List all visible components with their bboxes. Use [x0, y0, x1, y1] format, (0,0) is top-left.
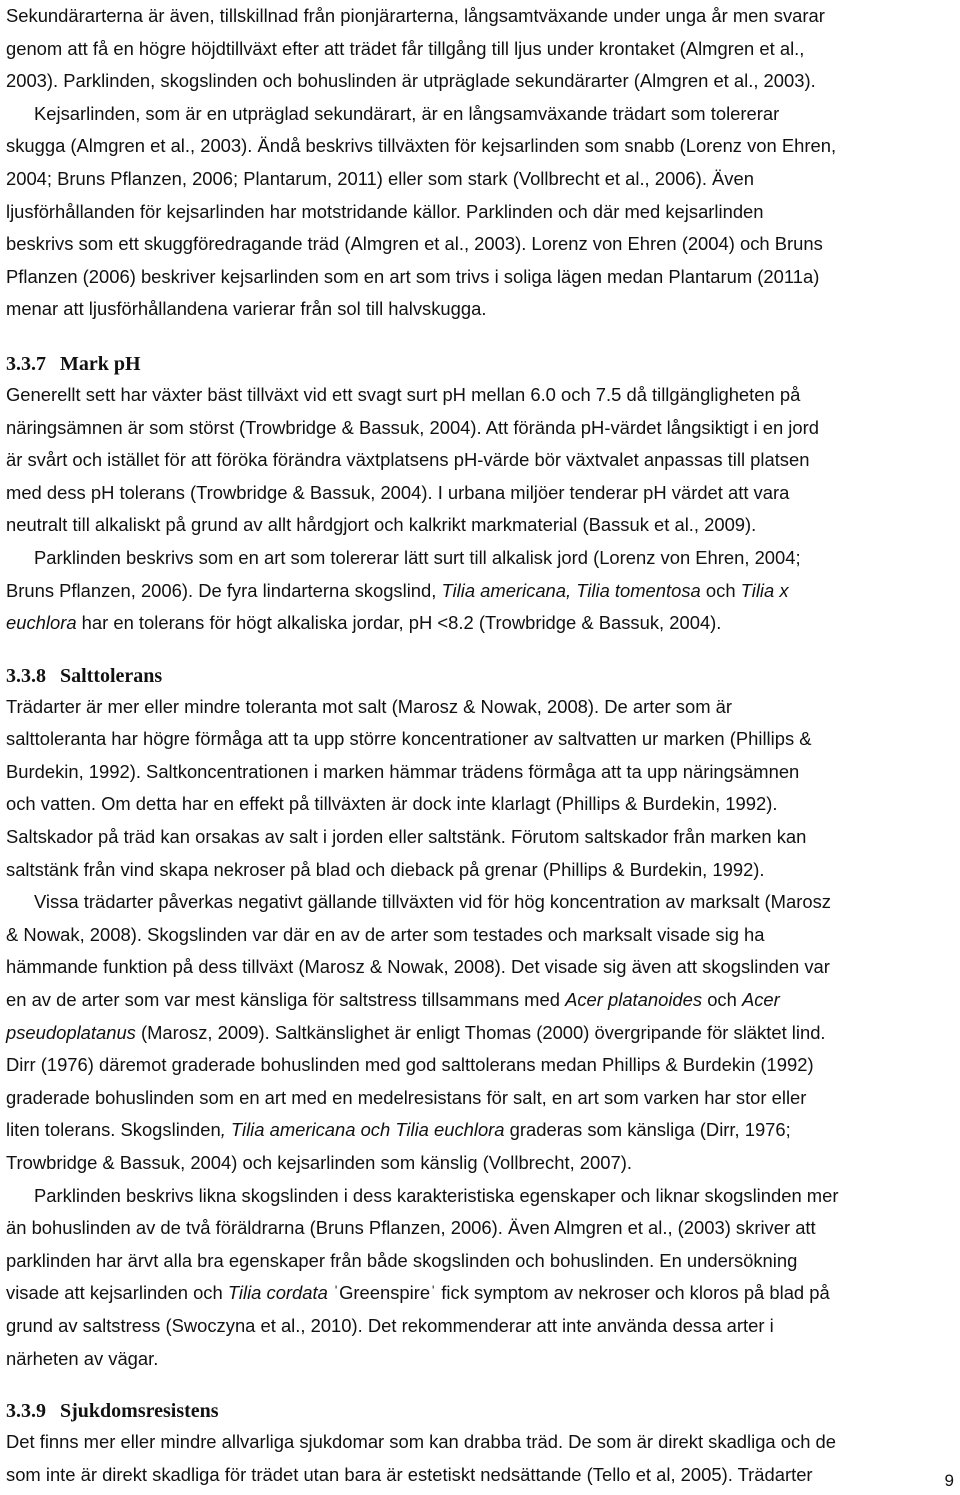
paragraph-kejsarlinden-ljus: Kejsarlinden, som är en utpräglad sekundärart, är en långsamväxande trädart som tolererar skugga (Almgren et al., 2003). Ändå beskrivs tillväxten för kejsarlinden som snabb (Lorenz von Ehren, 2004; Bruns Pflanzen, 2006; Plantarum, 2011) eller som stark (Vollbrecht et al., 2006). Även ljusförhållanden för kejsarlinden har motstridande källor. Parklinden och där med kejsarlinden beskrivs som ett skuggföredragande träd (Almgren et al., 2003). Lorenz von Ehren (2004) och Bruns Pflanzen (2006) beskriver kejsarlinden som en art som trivs i soliga lägen medan Plantarum (2011a) menar att ljusförhållandena varierar från sol till halvskugga.: [6, 102, 837, 320]
heading-title: Sjukdomsresistens: [60, 1400, 219, 1423]
heading-number: 3.3.7: [6, 352, 46, 375]
species-name: Tilia americana, Tilia tomentosa: [441, 579, 701, 601]
paragraph-salt-parklinden: Parklinden beskrivs likna skogslinden i dess karakteristiska egenskaper och liknar skogslinden mer än bohuslinden av de två föräldrarna (Bruns Pflanzen, 2006). Även Almgren et al., (2003) skriver att parklinden har ärvt alla bra egenskaper från både skogslinden och bohuslinden. En undersökning visade att kejsarlinden och Tilia cordata ˈGreenspireˈ fick symptom av nekroser och kloros på blad på grund av saltstress (Swoczyna et al., 2010). Det rekommenderar att inte använda dessa arter i närheten av vägar.: [6, 1184, 839, 1369]
heading-title: Salttolerans: [60, 664, 163, 687]
heading-mark-ph: [6, 350, 956, 378]
heading-salttolerans: [6, 662, 956, 690]
page-number: 9: [944, 1471, 954, 1490]
paragraph-ph-parklinden: Parklinden beskrivs som en art som tolererar lätt surt till alkalisk jord (Lorenz von Ehren, 2004; Bruns Pflanzen, 2006). De fyra lindarterna skogslind, Tilia americana, Tilia tomentosa och Tilia x euchlora har en tolerans för högt alkaliska jordar, pH <8.2 (Trowbridge & Bassuk, 2004).: [6, 546, 801, 634]
heading-title: Mark pH: [60, 352, 141, 375]
paragraph-sekundararter: Sekundärarterna är även, tillskillnad från pionjärarterna, långsamtväxande under unga år men svarar genom att få en högre höjdtillväxt efter att trädet får tillgång till ljus under krontaket (Almgren et al., 2003). Parklinden, skogslinden och bohuslinden är utpräglade sekundärarter (Almgren et al., 2003).: [6, 5, 825, 92]
species-name: Acer pseudoplatanus: [6, 989, 780, 1043]
species-name: , Tilia americana och Tilia euchlora: [220, 1119, 505, 1141]
heading-number: 3.3.8: [6, 664, 46, 687]
heading-sjukdomsresistens: [6, 1397, 956, 1425]
paragraph-sjukdomar: Det finns mer eller mindre allvarliga sjukdomar som kan drabba träd. De som är direkt skadliga och de som inte är direkt skadliga för trädet utan bara är estetiskt nedsättande (Tello et al, 2005). Trädarter: [6, 1431, 836, 1485]
document-page: [6, 0, 956, 1491]
species-name: Acer platanoides: [565, 989, 703, 1011]
species-name: Tilia x euchlora: [6, 579, 789, 634]
species-name: Tilia cordata: [227, 1282, 328, 1304]
paragraph-ph-general: Generellt sett har växter bäst tillväxt vid ett svagt surt pH mellan 6.0 och 7.5 då tillgängligheten på näringsämnen är som störst (Trowbridge & Bassuk, 2004). Att förända pH-värdet långsiktigt i en jord är svårt och istället för att föröka förändra växtplatsens pH-värde bör växtvalet anpassas till platsen med dess pH tolerans (Trowbridge & Bassuk, 2004). I urbana miljöer tenderar pH värdet att vara neutralt till alkaliskt på grund av allt hårdgjort och kalkrikt markmaterial (Bassuk et al., 2009).: [6, 383, 819, 536]
paragraph-salt-species: Vissa trädarter påverkas negativt gällande tillväxten vid för hög koncentration av marksalt (Marosz & Nowak, 2008). Skogslinden var där en av de arter som testades och marksalt visade sig ha hämmande funktion på dess tillväxt (Marosz & Nowak, 2008). Det visade sig även att skogslinden var en av de arter som var mest känsliga för saltstress tillsammans med Acer platanoides och Acer pseudoplatanus (Marosz, 2009). Saltkänslighet är enligt Thomas (2000) övergripande för släktet lind. Dirr (1976) däremot graderade bohuslinden med god salttolerans medan Phillips & Burdekin (1992) graderade bohuslinden som en art med en medelresistans för salt, en art som varken har stor eller liten tolerans. Skogslinden, Tilia americana och Tilia euchlora graderas som känsliga (Dirr, 1976; Trowbridge & Bassuk, 2004) och kejsarlinden som känslig (Vollbrecht, 2007).: [6, 891, 831, 1173]
heading-number: 3.3.9: [6, 1400, 46, 1423]
paragraph-salt-general: Trädarter är mer eller mindre toleranta mot salt (Marosz & Nowak, 2008). De arter som är salttoleranta har högre förmåga att ta upp större koncentrationer av saltvatten ur marken (Phillips & Burdekin, 1992). Saltkoncentrationen i marken hämmar trädens förmåga att ta upp näringsämnen och vatten. Om detta har en effekt på tillväxten är dock inte klarlagt (Phillips & Burdekin, 1992). Saltskador på träd kan orsakas av salt i jorden eller saltstänk. Förutom saltskador från marken kan saltstänk från vind skapa nekroser på blad och dieback på grenar (Phillips & Burdekin, 1992).: [6, 695, 812, 880]
